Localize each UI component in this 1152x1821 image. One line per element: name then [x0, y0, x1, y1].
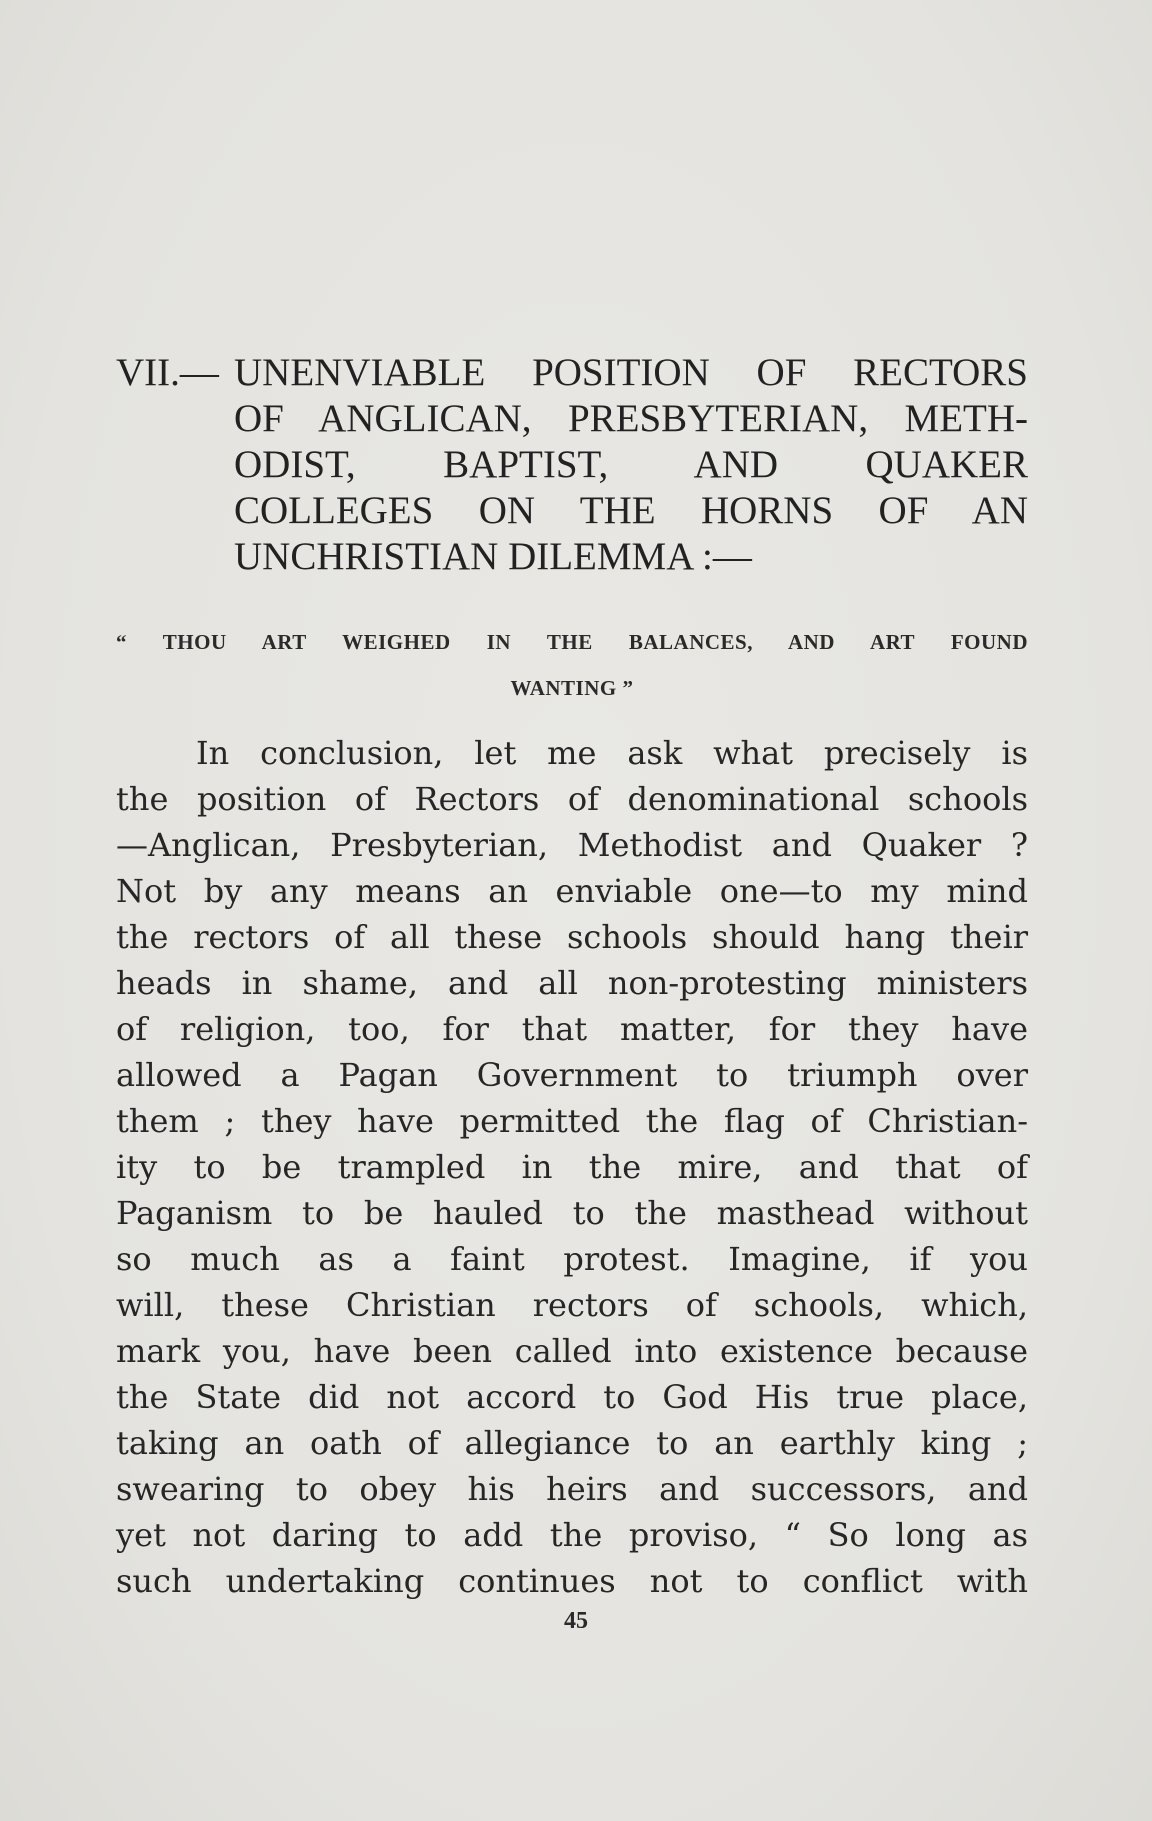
body-line: so much as a faint protest. Imagine, if you	[116, 1240, 1028, 1278]
body-line: mark you, have been called into existence because	[116, 1332, 1028, 1370]
body-line: heads in shame, and all non-protesting ministers	[116, 964, 1028, 1002]
body-line: of religion, too, for that matter, for they have	[116, 1010, 1028, 1048]
body-line: Paganism to be hauled to the masthead without	[116, 1194, 1028, 1232]
section-number: VII.—	[116, 351, 219, 394]
body-line: such undertaking continues not to conflict with	[116, 1562, 1028, 1600]
body-line: the position of Rectors of denominational schools	[116, 780, 1028, 818]
body-line: yet not daring to add the proviso, “ So long as	[116, 1516, 1028, 1554]
heading-line: COLLEGES ON THE HORNS OF AN	[234, 489, 1028, 532]
body-line: the rectors of all these schools should hang their	[116, 918, 1028, 956]
heading-line: UNENVIABLE POSITION OF RECTORS	[234, 351, 1028, 394]
body-line: them ; they have permitted the flag of Christian-	[116, 1102, 1028, 1140]
body-line: allowed a Pagan Government to triumph over	[116, 1056, 1028, 1094]
epigraph-line: “ THOU ART WEIGHED IN THE BALANCES, AND ART FOUND	[116, 630, 1028, 654]
epigraph-line: WANTING ”	[510, 676, 634, 700]
body-line: swearing to obey his heirs and successors, and	[116, 1470, 1028, 1508]
body-line: the State did not accord to God His true place,	[116, 1378, 1028, 1416]
body-line: In conclusion, let me ask what precisely is	[196, 734, 1028, 772]
body-line: ity to be trampled in the mire, and that of	[116, 1148, 1028, 1186]
body-line: taking an oath of allegiance to an earthly king ;	[116, 1424, 1028, 1462]
body-line: will, these Christian rectors of schools, which,	[116, 1286, 1028, 1324]
page-number: 45	[564, 1608, 588, 1634]
heading-line: ODIST, BAPTIST, AND QUAKER	[234, 443, 1028, 486]
body-line: —Anglican, Presbyterian, Methodist and Quaker ?	[116, 826, 1028, 864]
heading-line: UNCHRISTIAN DILEMMA :—	[234, 535, 752, 578]
heading-line: OF ANGLICAN, PRESBYTERIAN, METH-	[234, 397, 1028, 440]
body-line: Not by any means an enviable one—to my mind	[116, 872, 1028, 910]
